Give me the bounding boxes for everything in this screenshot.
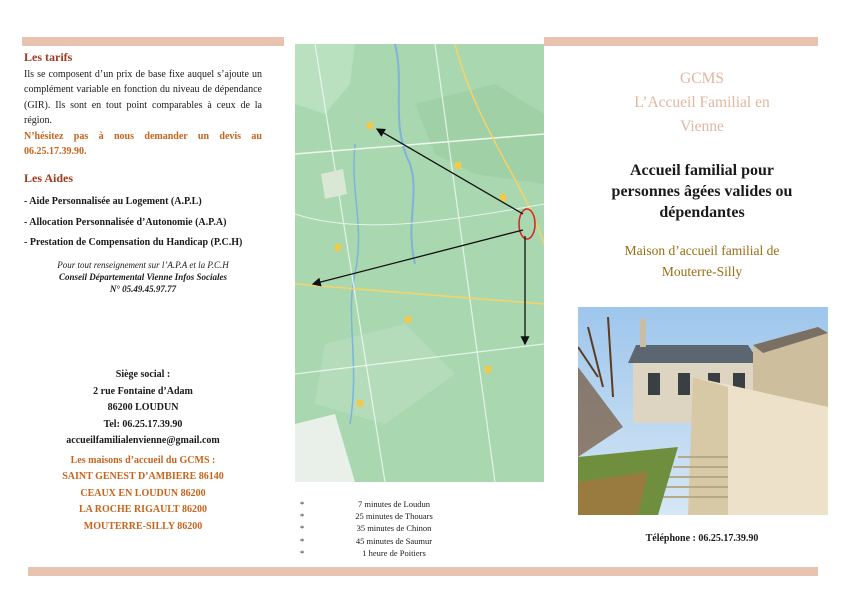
headline-line: dépendantes [659, 204, 745, 221]
aide-item: - Prestation de Compensation du Handicap (P.C.H) [24, 237, 243, 248]
info-block [24, 259, 262, 295]
travel-row [300, 535, 460, 547]
travel-text: 7 minutes de Loudun [357, 499, 430, 509]
maison-line: Maison d’accueil familial de [624, 243, 780, 258]
house-drawing [578, 307, 828, 515]
headline [576, 160, 828, 223]
travel-row [300, 547, 460, 559]
gcms-line: GCMS [680, 70, 724, 87]
bullet-star: * [300, 523, 305, 534]
phone-number: Téléphone : 06.25.17.39.90 [645, 533, 759, 544]
top-left-band [22, 37, 284, 46]
maison-item: MOUTERRE-SILLY 86200 [83, 520, 203, 532]
travel-text: 45 minutes de Saumur [355, 535, 433, 546]
info-line: Conseil Départemental Vienne Infos Sociales [58, 271, 227, 282]
info-line: Pour tout renseignement sur l’A.P.A et la P.C.H [57, 259, 229, 270]
house-photo [578, 307, 828, 515]
tarifs-devis: N’hésitez pas à nous demander un devis au 06.25.17.39.90. [24, 130, 262, 157]
maison-item: SAINT GENEST D’AMBIERE 86140 [62, 471, 224, 482]
siege-tel: Tel: 06.25.17.39.90 [103, 418, 183, 430]
travel-row [300, 498, 460, 510]
siege-label: Siège social : [115, 369, 171, 380]
bottom-band [28, 567, 818, 576]
bullet-star: * [300, 547, 305, 558]
info-phone: N° 05.49.45.97.77 [109, 283, 177, 294]
siege-social [24, 367, 262, 535]
aides-heading: Les Aides [24, 170, 74, 185]
bullet-star: * [300, 499, 305, 509]
left-panel [24, 50, 262, 295]
siege-city: 86200 LOUDUN [107, 402, 179, 413]
aide-item: - Allocation Personnalisée d’Autonomie (A.P.A) [24, 216, 227, 228]
travel-times [300, 498, 460, 559]
headline-line: Accueil familial pour [630, 162, 774, 179]
maisons-heading: Les maisons d’accueil du GCMS : [70, 454, 216, 466]
top-right-band [544, 37, 818, 46]
maison-item: LA ROCHE RIGAULT 86200 [78, 504, 208, 515]
siege-address: 2 rue Fontaine d’Adam [93, 385, 193, 397]
aide-item: - Aide Personnalisée au Logement (A.P.L) [24, 196, 202, 207]
tarifs-heading: Les tarifs [24, 50, 73, 64]
bullet-star: * [300, 535, 305, 546]
gcms-line: L’Accueil Familial en [634, 94, 770, 111]
gcms-line: Vienne [680, 118, 724, 135]
travel-row [300, 510, 460, 522]
travel-row [300, 522, 460, 534]
bullet-star: * [300, 511, 305, 522]
maison-item: CEAUX EN LOUDUN 86200 [80, 487, 206, 499]
maison-line: Mouterre-Silly [661, 264, 743, 279]
map-drawing [295, 44, 544, 482]
road-map [295, 44, 544, 482]
maisons-list [24, 453, 262, 536]
travel-text: 35 minutes de Chinon [356, 523, 432, 534]
travel-text: 1 heure de Poitiers [362, 547, 426, 558]
gcms-title [576, 67, 828, 139]
maison-title [576, 240, 828, 282]
headline-line: personnes âgées valides ou [611, 183, 793, 200]
tarifs-text: Ils se composent d’un prix de base fixe auquel s’ajoute un complément variable en fonction du niveau de dépendance (GIR). Ils sont en tout point comparables à ceux de la région. [24, 68, 262, 126]
siege-email: accueilfamilialenvienne@gmail.com [66, 435, 220, 446]
travel-text: 25 minutes de Thouars [355, 511, 433, 522]
aides-list [24, 194, 262, 251]
